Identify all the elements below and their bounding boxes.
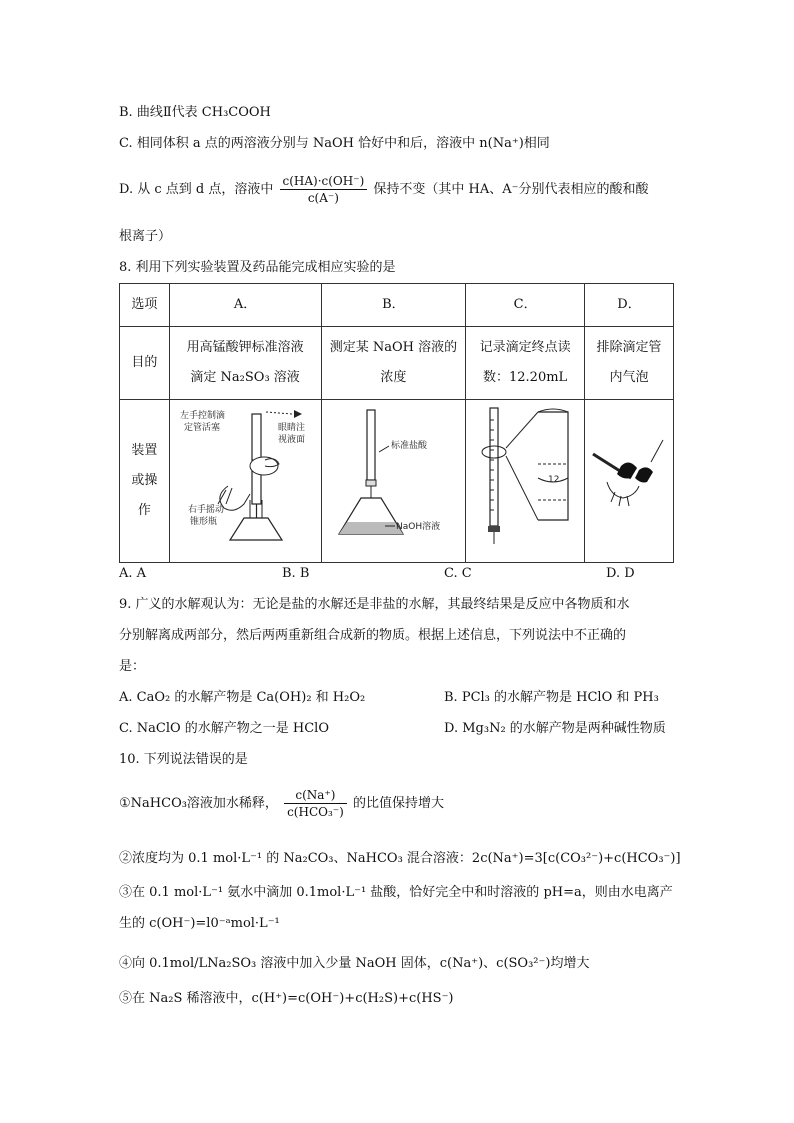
option-d-prefix: D. 从 c 点到 d 点，溶液中 <box>119 182 274 197</box>
q8-option-c: C. C <box>444 566 472 581</box>
q8-option-d: D. D <box>606 566 635 581</box>
question-8-table <box>119 283 674 563</box>
header-cell: D． <box>584 284 673 327</box>
purpose-cell-c: 记录滴定终点读 数：12.20mL <box>466 327 585 400</box>
header-cell: C． <box>466 284 585 327</box>
svg-text:左手控制滴: 左手控制滴 <box>180 411 226 421</box>
svg-text:NaOH溶液: NaOH溶液 <box>396 522 441 532</box>
titration-hands-figure <box>170 400 320 550</box>
q10-statement-3-line-2: 生的 c(OH⁻)=l0⁻ᵃmol·L⁻¹ <box>119 916 280 931</box>
purpose-label: 目的 <box>120 327 170 400</box>
svg-text:12: 12 <box>547 475 560 485</box>
fraction-ha-oh-over-a <box>280 173 368 206</box>
purpose-cell-b: 测定某 NaOH 溶液的 浓度 <box>321 327 466 400</box>
option-b-prev: B. 曲线Ⅱ代表 CH₃COOH <box>119 105 271 120</box>
table-purpose-row <box>120 327 674 400</box>
q10-statement-2: ②浓度均为 0.1 mol·L⁻¹ 的 Na₂CO₃、NaHCO₃ 混合溶液：2c(Na⁺)=3[c(CO₃²⁻)+c(HCO₃⁻)] <box>119 851 681 866</box>
fraction-numerator: c(Na⁺) <box>284 787 347 804</box>
q9-option-c: C. NaClO 的水解产物之一是 HClO <box>119 721 329 736</box>
statement-1-suffix: 的比值保持增大 <box>352 796 444 811</box>
fraction-denominator: c(A⁻) <box>307 191 339 205</box>
question-9-stem-line-2: 分别解离成两部分，然后两两重新组合成新的物质。根据上述信息，下列说法中不正确的 <box>119 628 627 643</box>
apparatus-label: 装置 或操 作 <box>120 400 170 563</box>
svg-text:定管活塞: 定管活塞 <box>184 423 221 433</box>
svg-text:视液面: 视液面 <box>278 435 306 445</box>
apparatus-cell-a <box>169 400 321 563</box>
question-8-stem: 8. 利用下列实验装置及药品能完成相应实验的是 <box>119 260 396 275</box>
svg-text:锥形瓶: 锥形瓶 <box>190 517 218 527</box>
table-apparatus-row <box>120 400 674 563</box>
option-c-prev: C. 相同体积 a 点的两溶液分别与 NaOH 恰好中和后，溶液中 n(Na⁺)相同 <box>119 136 550 151</box>
q10-statement-1 <box>119 782 444 826</box>
purpose-cell-d: 排除滴定管 内气泡 <box>584 327 673 400</box>
option-d-suffix: 保持不变（其中 HA、A⁻分别代表相应的酸和酸 <box>373 182 649 197</box>
apparatus-cell-b <box>321 400 466 563</box>
fraction-denominator: c(HCO₃⁻) <box>287 805 344 819</box>
question-10-stem: 10. 下列说法错误的是 <box>119 752 248 767</box>
acid-base-titration-figure <box>323 400 463 550</box>
apparatus-cell-c <box>466 400 585 563</box>
header-cell: A． <box>169 284 321 327</box>
q9-option-a: A. CaO₂ 的水解产物是 Ca(OH)₂ 和 H₂O₂ <box>119 690 366 705</box>
q9-option-d: D. Mg₃N₂ 的水解产物是两种碱性物质 <box>444 721 666 736</box>
q10-statement-4: ④向 0.1mol/LNa₂SO₃ 溶液中加入少量 NaOH 固体，c(Na⁺)、c(SO₃²⁻)均增大 <box>119 956 590 971</box>
q9-option-b: B. PCl₃ 的水解产物是 HClO 和 PH₃ <box>444 690 659 705</box>
question-9-stem-line-3: 是： <box>119 659 146 674</box>
svg-text:右手摇动: 右手摇动 <box>188 505 225 515</box>
table-header-row <box>120 284 674 327</box>
burette-reading-figure <box>468 400 583 550</box>
header-cell: 选项 <box>120 284 170 327</box>
option-d-continuation: 根离子） <box>119 229 172 244</box>
q10-statement-5: ⑤在 Na₂S 稀溶液中，c(H⁺)=c(OH⁻)+c(H₂S)+c(HS⁻) <box>119 991 454 1006</box>
question-9-stem-line-1: 9. 广义的水解观认为：无论是盐的水解还是非盐的水解，其最终结果是反应中各物质和水 <box>119 597 630 612</box>
apparatus-cell-d <box>584 400 673 563</box>
q8-option-a: A. A <box>119 566 147 581</box>
remove-bubble-figure <box>585 400 673 550</box>
q10-statement-3-line-1: ③在 0.1 mol·L⁻¹ 氨水中滴加 0.1mol·L⁻¹ 盐酸，恰好完全中和时溶液的 pH=a，则由水电离产 <box>119 885 673 900</box>
statement-1-prefix: ①NaHCO₃溶液加水稀释， <box>119 796 278 811</box>
fraction-numerator: c(HA)·c(OH⁻) <box>280 173 368 190</box>
svg-text:标准盐酸: 标准盐酸 <box>391 441 428 451</box>
purpose-cell-a: 用高锰酸钾标准溶液 滴定 Na₂SO₃ 溶液 <box>169 327 321 400</box>
fraction-na-over-hco3 <box>284 787 347 820</box>
option-d-prev <box>119 170 649 210</box>
q8-option-b: B. B <box>282 566 310 581</box>
header-cell: B． <box>321 284 466 327</box>
svg-text:眼睛注: 眼睛注 <box>278 423 306 433</box>
